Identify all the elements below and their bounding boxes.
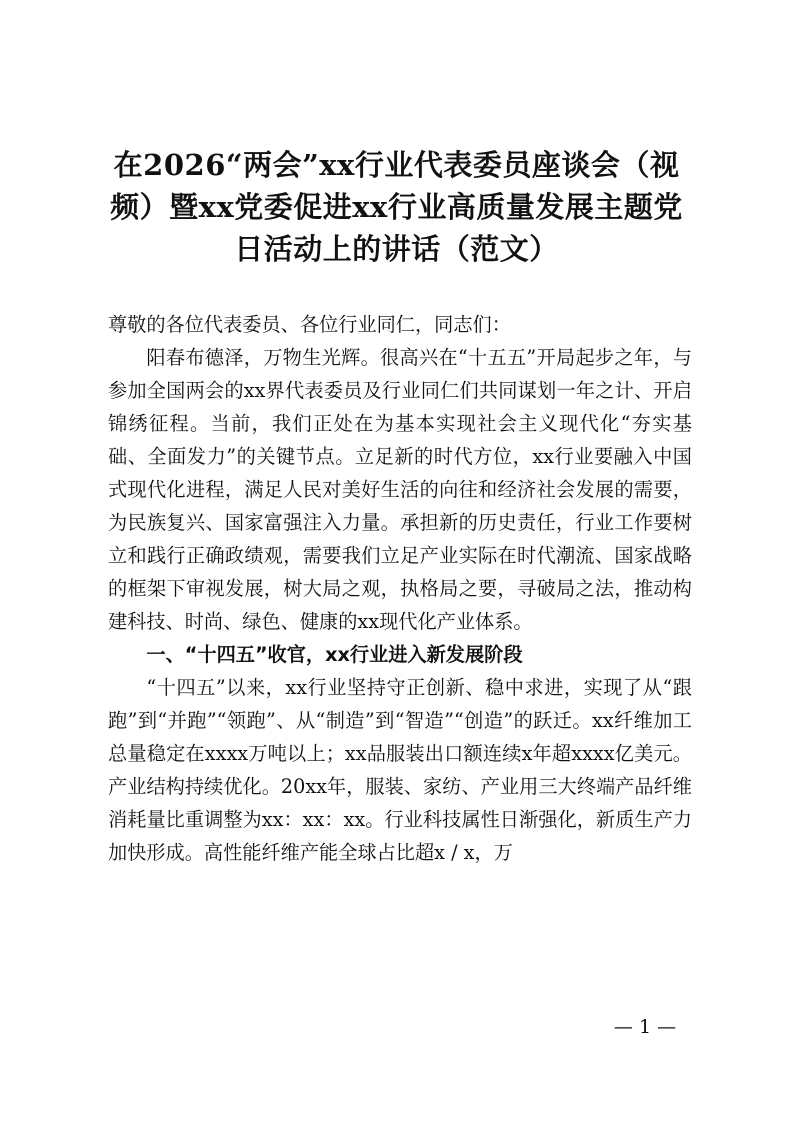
paragraph-section-1: “十四五”以来，xx行业坚持守正创新、稳中求进，实现了从“跟跑”到“并跑”“领跑”、从“制造”到“智造”“创造”的跃迁。xx纤维加工总量稳定在xxxx万吨以上；xx品服装出口额连续x年超xxxx亿美元。产业结构持续优化。20xx年，服装、家纺、产业用三大终端产品纤维消耗量比重调整为xx：xx：xx。行业科技属性日渐强化，新质生产力加快形成。高性能纤维产能全球占比超x / x，万: [108, 676, 692, 864]
paragraph-opening: 阳春布德泽，万物生光辉。很高兴在“十五五”开局起步之年，与参加全国两会的xx界代表委员及行业同仁们共同谋划一年之计、开启锦绣征程。当前，我们正处在为基本实现社会主义现代化“夯实基础、全面发力”的关键节点。立足新的时代方位，xx行业要融入中国式现代化进程，满足人民对美好生活的向往和经济社会发展的需要，为民族复兴、国家富强注入力量。承担新的历史责任，行业工作要树立和践行正确政绩观，需要我们立足产业实际在时代潮流、国家战略的框架下审视发展，树大局之观，执格局之要，寻破局之法，推动构建科技、时尚、绿色、健康的xx现代化产业体系。: [108, 346, 692, 633]
salutation: 尊敬的各位代表委员、各位行业同仁，同志们：: [108, 313, 511, 336]
document-body: [108, 308, 692, 869]
document-title: 在2026“两会”xx行业代表委员座谈会（视频）暨xx党委促进xx行业高质量发展主题党日活动上的讲话（范文）: [110, 148, 683, 266]
section-heading-1: 一、“十四五”收官，xx行业进入新发展阶段: [146, 643, 523, 666]
page-number: — 1 —: [613, 1016, 677, 1038]
